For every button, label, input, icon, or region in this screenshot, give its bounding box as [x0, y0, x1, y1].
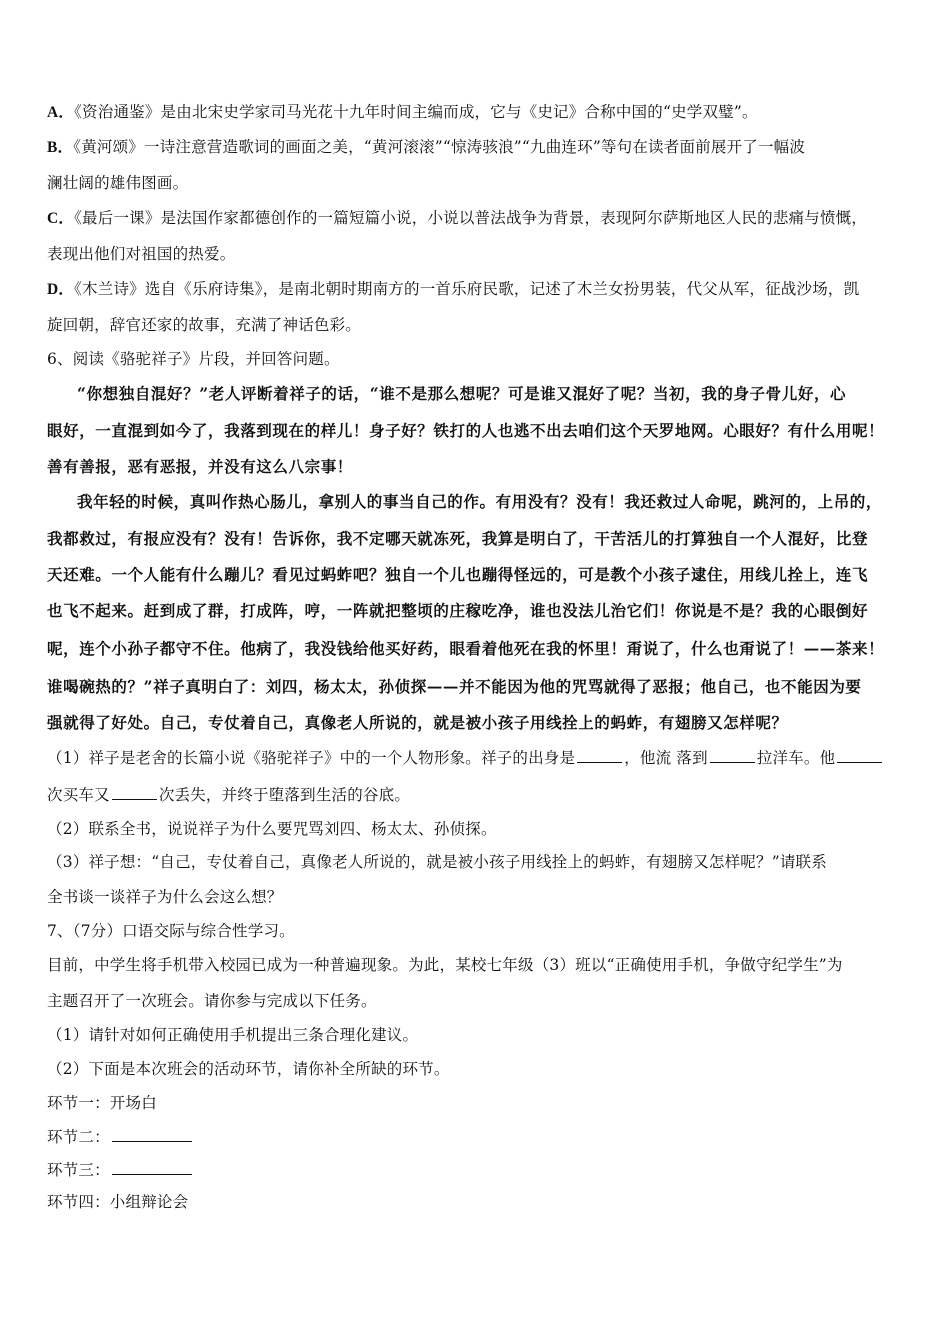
q6-sub1-text-a: （1）祥子是老舍的长篇小说《骆驼祥子》中的一个人物形象。祥子的出身是 [47, 749, 576, 767]
option-c [47, 207, 913, 230]
option-d-text-line2: 旋回朝，辞官还家的故事，充满了神话色彩。 [47, 316, 362, 334]
passage-line: 我都救过，有报应没有？没有！告诉你，我不定哪天就冻死，我算是明白了，干苦活儿的打算独自一个人混好，比登 [47, 529, 869, 548]
q6-sub1-line2 [47, 784, 913, 806]
q7-sub1: （1）请针对如何正确使用手机提出三条合理化建议。 [47, 1026, 419, 1044]
passage-line: 谁喝碗热的？”祥子真明白了：刘四，杨太太，孙侦探——并不能因为他的咒骂就得了恶报；他自己，也不能因为要 [47, 677, 862, 696]
passage-line: “你想独自混好？”老人评断着祥子的话，“谁不是那么想呢？可是谁又混好了呢？当初，我的身子骨儿好，心 [77, 384, 847, 403]
step-1: 环节一：开场白 [47, 1094, 157, 1112]
answer-blank-buy-count[interactable] [837, 748, 882, 763]
q6-sub1-text-c: 拉洋车。他 [756, 749, 836, 767]
answer-blank-step-3[interactable] [112, 1160, 192, 1175]
step-2-label: 环节二： [47, 1128, 110, 1146]
option-d [47, 278, 913, 301]
option-a-label: A． [47, 104, 75, 121]
step-3 [47, 1159, 913, 1181]
question-7-title: 7、（7分）口语交际与综合性学习。 [47, 922, 295, 940]
q6-sub3-line1: （3）祥子想：“自己，专仗着自己，真像老人所说的，就是被小孩子用线拴上的蚂蚱，有翅膀又怎样呢？”请联系 [47, 853, 827, 871]
passage-line: 善有善报，恶有恶报，并没有这么八宗事！ [47, 457, 353, 476]
option-a-text: 《资治通鉴》是由北宋史学家司马光花十九年时间主编而成，它与《史记》合称中国的“史学双璧”。 [74, 103, 758, 121]
answer-blank-place[interactable] [710, 748, 755, 763]
option-c-text-line2: 表现出他们对祖国的热爱。 [47, 245, 236, 263]
answer-blank-lose-count[interactable] [112, 785, 157, 800]
option-b-text-line1: 《黄河颂》一诗注意营造歌词的画面之美，“黄河滚滚”“惊涛骇浪”“九曲连环”等句在读者面前展开了一幅波 [73, 138, 806, 156]
option-c-text-line1: 《最后一课》是法国作家都德创作的一篇短篇小说，小说以普法战争为背景，表现阿尔萨斯地区人民的悲痛与愤慨， [74, 209, 868, 227]
option-d-text-line1: 《木兰诗》选自《乐府诗集》，是南北朝时期南方的一首乐府民歌，记述了木兰女扮男装，代父从军，征战沙场，凯 [74, 280, 860, 298]
option-b [47, 136, 913, 159]
passage-line: 呢，连个小孙子都守不住。他病了，我没钱给他买好药，眼看着他死在我的怀里！甭说了，什么也甭说了！——茶来！ [47, 639, 885, 658]
option-b-text-line2: 澜壮阔的雄伟图画。 [47, 174, 189, 192]
answer-blank-origin[interactable] [577, 748, 622, 763]
step-2 [47, 1126, 913, 1148]
option-d-label: D． [47, 281, 75, 298]
q6-sub1-text-d: 次买车又 [47, 786, 110, 804]
step-3-label: 环节三： [47, 1161, 110, 1179]
q6-sub1-line1 [47, 747, 913, 769]
answer-blank-step-2[interactable] [112, 1127, 192, 1142]
q6-sub3-line2: 全书谈一谈祥子为什么会这么想？ [47, 888, 283, 906]
q6-sub1-text-b: ，他流 落到 [624, 749, 708, 767]
q7-intro-line1: 目前，中学生将手机带入校园已成为一种普遍现象。为此，某校七年级（3）班以“正确使用手机，争做守纪学生”为 [47, 956, 843, 974]
passage-line: 强就得了好处。自己，专仗着自己，真像老人所说的，就是被小孩子用线拴上的蚂蚱，有翅膀又怎样呢？ [47, 713, 788, 732]
step-4: 环节四：小组辩论会 [47, 1193, 189, 1211]
passage-line: 天还难。一个人能有什么蹦儿？看见过蚂蚱吧？独自一个儿也蹦得怪远的，可是教个小孩子逮住，用线儿拴上，连飞 [47, 565, 869, 584]
question-6-title: 6、阅读《骆驼祥子》片段，并回答问题。 [47, 350, 340, 368]
option-a [47, 101, 913, 124]
passage-line: 我年轻的时候，真叫作热心肠儿，拿别人的事当自己的作。有用没有？没有！我还救过人命呢，跳河的，上吊的， [77, 492, 883, 511]
passage-line: 也飞不起来。赶到成了群，打成阵，哼，一阵就把整顷的庄稼吃净，谁也没法儿治它们！你说是不是？我的心眼倒好 [47, 601, 869, 620]
passage-line: 眼好，一直混到如今了，我落到现在的样儿！身子好？铁打的人也逃不出去咱们这个天罗地网。心眼好？有什么用呢！ [47, 421, 885, 440]
q6-sub1-text-e: 次丢失，并终于堕落到生活的谷底。 [158, 786, 411, 804]
option-b-label: B． [47, 139, 74, 156]
option-c-label: C． [47, 210, 75, 227]
q6-sub2: （2）联系全书，说说祥子为什么要咒骂刘四、杨太太、孙侦探。 [47, 820, 497, 838]
q7-sub2: （2）下面是本次班会的活动环节，请你补全所缺的环节。 [47, 1060, 450, 1078]
q7-intro-line2: 主题召开了一次班会。请你参与完成以下任务。 [47, 992, 377, 1010]
